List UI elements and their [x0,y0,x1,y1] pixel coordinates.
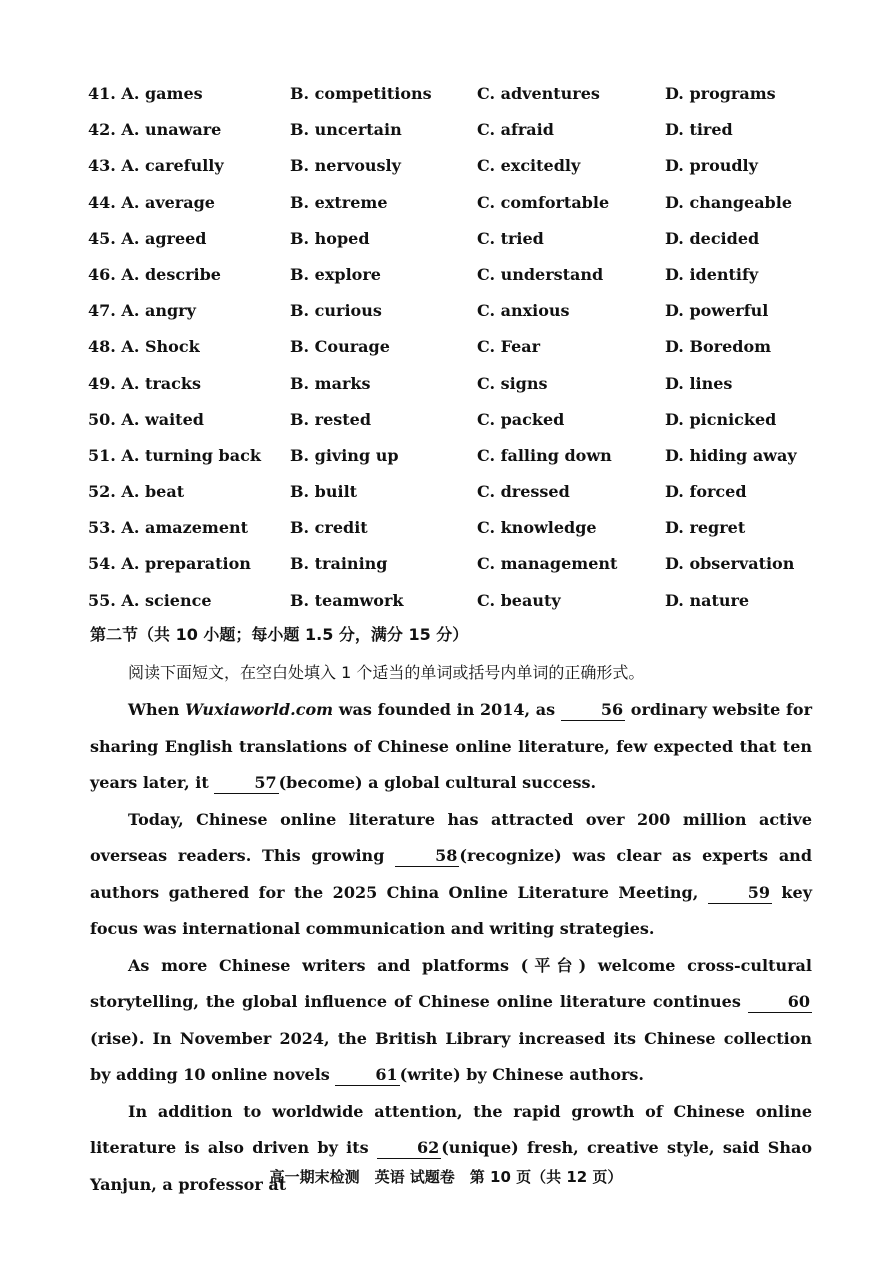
option-c: C. beauty [477,590,561,610]
option-d: D. Boredom [665,337,772,357]
option-a: 52. A. beat [88,482,185,502]
option-d: D. changeable [665,192,792,212]
option-b: B. curious [290,301,382,321]
options-list [88,80,818,623]
option-a: 49. A. tracks [88,373,201,393]
blank-61: 61 [335,1065,399,1086]
option-b: B. explore [290,264,381,284]
option-b: B. hoped [290,228,370,248]
option-c: C. Fear [477,337,541,357]
option-c: C. adventures [477,84,600,103]
passage-text: was founded in 2014, as [333,700,561,719]
option-d: D. proudly [665,156,758,176]
options-row-51 [88,442,818,478]
option-d: D. regret [665,518,746,538]
blank-62: 62 [377,1138,441,1159]
options-row-41 [88,80,818,116]
passage-text: Today, Chinese online literature has attracted over 200 million active overseas readers. This growing [90,809,812,865]
option-a: 42. A. unaware [88,120,222,140]
option-a: 41. A. games [88,84,203,103]
option-b: B. training [290,554,388,574]
options-row-52 [88,478,818,514]
options-row-47 [88,297,818,333]
option-a: 43. A. carefully [88,156,224,176]
option-c: C. signs [477,373,548,393]
options-row-55 [88,587,818,623]
option-b: B. competitions [290,84,432,103]
passage-text: (write) by Chinese authors. [399,1065,644,1084]
option-d: D. picnicked [665,409,777,429]
option-a: 48. A. Shock [88,337,200,357]
reading-passage [90,692,812,1203]
passage-text: As more Chinese writers and platforms (平台) welcome cross-cultural storytelling, the global influence of Chinese online literature continues [90,955,812,1011]
passage-text: When [128,700,186,719]
option-d: D. hiding away [665,445,797,465]
options-row-42 [88,116,818,152]
option-a: 53. A. amazement [88,518,249,538]
option-a: 51. A. turning back [88,445,261,465]
options-row-50 [88,406,818,442]
passage-text: (unique) fresh, creative style, said Shao Yanjun, a professor at [90,1138,812,1194]
option-d: D. decided [665,228,760,248]
options-row-45 [88,225,818,261]
option-c: C. management [477,554,618,574]
option-b: B. rested [290,409,372,429]
passage-text: (rise). In November 2024, the British Library increased its Chinese collection by adding 10 online novels [90,1028,812,1084]
passage-text: (become) a global cultural success. [278,773,597,792]
option-c: C. comfortable [477,192,610,212]
blank-59: 59 [708,883,772,904]
option-c: C. knowledge [477,518,597,538]
options-row-46 [88,261,818,297]
option-a: 47. A. angry [88,301,196,321]
option-c: C. anxious [477,301,570,321]
option-a: 55. A. science [88,590,212,610]
passage-text: In addition to worldwide attention, the rapid growth of Chinese online literature is also driven by its [90,1101,812,1157]
section-title: 第二节（共 10 小题；每小题 1.5 分，满分 15 分） [90,625,469,644]
option-d: D. tired [665,120,733,140]
option-b: B. uncertain [290,120,402,140]
options-row-48 [88,333,818,369]
option-b: B. credit [290,518,368,538]
option-b: B. marks [290,373,371,393]
option-d: D. nature [665,590,750,610]
option-d: D. programs [665,84,776,103]
blank-58: 58 [395,846,459,867]
passage-paragraph-2 [90,802,812,948]
option-b: B. nervously [290,156,401,176]
option-c: C. falling down [477,445,612,465]
option-a: 54. A. preparation [88,554,251,574]
option-c: C. dressed [477,482,570,502]
passage-paragraph-3 [90,948,812,1094]
page-footer: 高一期末检测 英语 试题卷 第 10 页（共 12 页） [269,1168,623,1186]
options-row-54 [88,550,818,586]
option-d: D. observation [665,554,795,574]
option-d: D. lines [665,373,733,393]
option-d: D. identify [665,264,759,284]
option-a: 46. A. describe [88,264,221,284]
option-b: B. Courage [290,337,390,357]
option-a: 50. A. waited [88,409,204,429]
passage-paragraph-1 [90,692,812,802]
options-row-44 [88,189,818,225]
option-b: B. teamwork [290,590,404,610]
options-row-53 [88,514,818,550]
option-d: D. powerful [665,301,769,321]
option-c: C. understand [477,264,604,284]
passage-text: (recognize) was clear as experts and authors gathered for the 2025 China Online Literature Meeting, [90,846,813,902]
option-a: 45. A. agreed [88,228,207,248]
option-c: C. tried [477,228,544,248]
blank-57: 57 [214,773,278,794]
section-instruction: 阅读下面短文，在空白处填入 1 个适当的单词或括号内单词的正确形式。 [128,663,645,682]
option-c: C. afraid [477,120,554,140]
option-a: 44. A. average [88,192,215,212]
passage-text: ordinary website for sharing English translations of Chinese online literature, few expected that ten years later, it [90,700,812,792]
option-c: C. packed [477,409,565,429]
options-row-49 [88,370,818,406]
option-b: B. giving up [290,445,399,465]
options-row-43 [88,152,818,188]
option-d: D. forced [665,482,747,502]
blank-60: 60 [748,992,812,1013]
option-c: C. excitedly [477,156,581,176]
website-name: Wuxiaworld.com [185,700,334,719]
option-b: B. extreme [290,192,388,212]
option-b: B. built [290,482,358,502]
passage-text: key focus was international communication and writing strategies. [90,882,812,938]
blank-56: 56 [561,700,625,721]
